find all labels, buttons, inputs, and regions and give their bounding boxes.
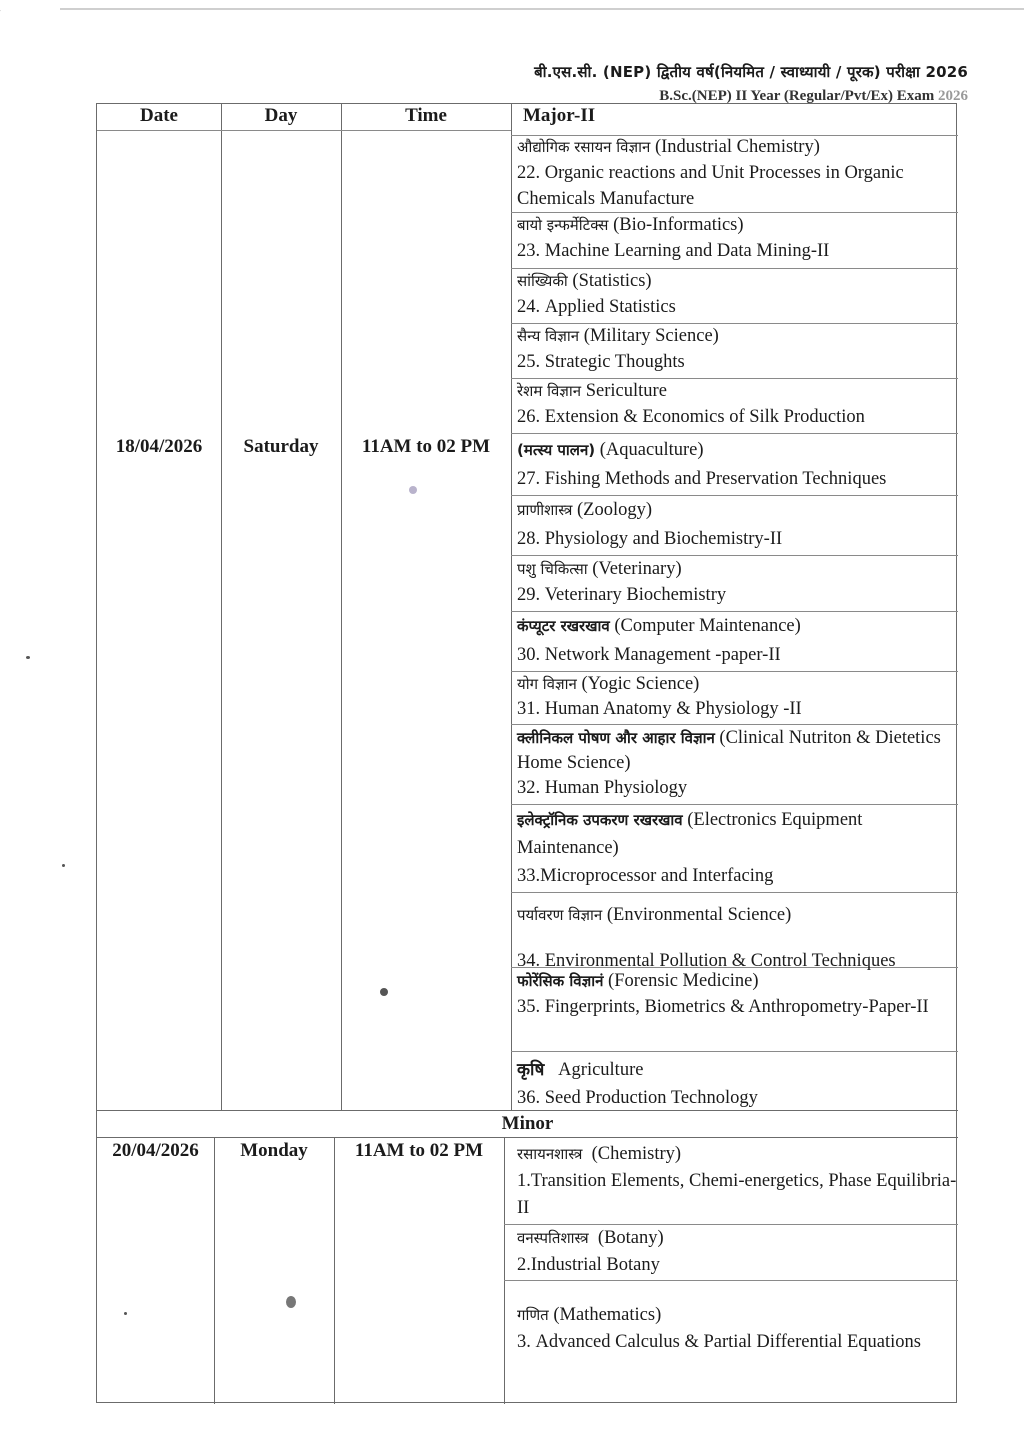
paper-title: 24. Applied Statistics bbox=[517, 297, 676, 317]
subject-hindi: (मत्स्य पालन) bbox=[517, 441, 596, 459]
subject-hindi: क्लीनिकल पोषण और आहार विज्ञान bbox=[517, 729, 715, 747]
subject-hindi: सैन्य विज्ञान bbox=[517, 327, 580, 345]
minor-subject bbox=[517, 1302, 957, 1356]
row-rule bbox=[511, 804, 958, 805]
scan-speck bbox=[26, 656, 30, 659]
subject-hindi: पर्यावरण विज्ञान bbox=[517, 906, 603, 924]
subject-hindi: रेशम विज्ञान bbox=[517, 382, 582, 400]
subject-hindi: रसायनशास्त्र bbox=[517, 1145, 583, 1163]
header-rule bbox=[97, 130, 511, 131]
paper-title: 35. Fingerprints, Biometrics & Anthropometry-Paper-II bbox=[517, 997, 929, 1017]
major-subject bbox=[517, 968, 957, 1020]
major-subject bbox=[517, 268, 957, 320]
row-rule bbox=[511, 724, 958, 725]
minor-rule bbox=[97, 1110, 958, 1111]
subject-english: (Clinical Nutriton & Dietetics Home Science) bbox=[517, 728, 941, 773]
row-rule bbox=[504, 1280, 958, 1281]
scan-speck bbox=[124, 1312, 127, 1315]
major-subject bbox=[517, 323, 957, 375]
major-date: 18/04/2026 bbox=[115, 436, 203, 457]
paper-title: 29. Veterinary Biochemistry bbox=[517, 585, 727, 605]
minor-label: Minor bbox=[501, 1113, 554, 1134]
document-header bbox=[534, 62, 968, 105]
subject-english: (Mathematics) bbox=[553, 1305, 662, 1325]
col-divider bbox=[511, 104, 512, 1110]
subject-english: Agriculture bbox=[558, 1060, 644, 1080]
col-divider bbox=[504, 1137, 505, 1404]
subject-hindi: पशु चिकित्सा bbox=[517, 560, 588, 578]
subject-english: (Military Science) bbox=[583, 326, 719, 346]
exam-schedule-table bbox=[96, 103, 957, 1403]
header-time: Time bbox=[405, 105, 447, 126]
major-subject bbox=[517, 1056, 957, 1112]
english-title-text: B.Sc.(NEP) II Year (Regular/Pvt/Ex) Exam bbox=[659, 88, 935, 104]
paper-title: 33.Microprocessor and Interfacing bbox=[517, 866, 774, 886]
page-edge bbox=[60, 8, 1024, 10]
paper-title: 27. Fishing Methods and Preservation Techniques bbox=[517, 469, 887, 489]
paper-title: 3. Advanced Calculus & Partial Differential Equations bbox=[517, 1332, 921, 1352]
scan-speck bbox=[62, 864, 65, 867]
subject-english: Sericulture bbox=[585, 381, 667, 401]
subject-hindi: फोरेंसिक विज्ञानं bbox=[517, 972, 604, 990]
paper-title: 30. Network Management -paper-II bbox=[517, 645, 781, 665]
paper-title: 32. Human Physiology bbox=[517, 778, 688, 798]
minor-date: 20/04/2026 bbox=[112, 1140, 199, 1161]
subject-english: (Zoology) bbox=[576, 500, 652, 520]
minor-subject bbox=[517, 1141, 957, 1222]
subject-english: (Veterinary) bbox=[592, 559, 682, 579]
row-rule bbox=[511, 1051, 958, 1052]
scan-speck bbox=[380, 988, 388, 996]
subject-hindi: कंप्यूटर रखरखाव bbox=[517, 617, 610, 635]
col-divider bbox=[334, 1137, 335, 1404]
paper-title: 22. Organic reactions and Unit Processes in Organic Chemicals Manufacture bbox=[517, 163, 904, 209]
scan-speck bbox=[409, 486, 417, 494]
subject-english: (Bio-Informatics) bbox=[613, 215, 744, 235]
paper-title: 31. Human Anatomy & Physiology -II bbox=[517, 699, 802, 719]
major-subject bbox=[517, 672, 957, 722]
paper-title: 25. Strategic Thoughts bbox=[517, 352, 685, 372]
col-divider bbox=[214, 1137, 215, 1404]
subject-hindi: प्राणीशास्त्र bbox=[517, 501, 573, 519]
subject-english: (Forensic Medicine) bbox=[608, 971, 759, 991]
major-day: Saturday bbox=[243, 436, 319, 457]
subject-hindi: इलेक्ट्रॉनिक उपकरण रखरखाव bbox=[517, 811, 683, 829]
header-day: Day bbox=[264, 105, 298, 126]
minor-subject bbox=[517, 1225, 957, 1279]
paper-title: 26. Extension & Economics of Silk Production bbox=[517, 407, 865, 427]
subject-hindi: सांख्यिकी bbox=[517, 272, 568, 290]
paper-title: 28. Physiology and Biochemistry-II bbox=[517, 529, 783, 549]
paper-title: 23. Machine Learning and Data Mining-II bbox=[517, 241, 830, 261]
paper-title: 34. Environmental Pollution & Control Techniques bbox=[517, 951, 896, 971]
major-subject bbox=[517, 436, 957, 494]
paper-title: 2.Industrial Botany bbox=[517, 1255, 660, 1275]
minor-rule bbox=[97, 1137, 958, 1138]
subject-english: (Computer Maintenance) bbox=[614, 616, 801, 636]
major-subject bbox=[517, 556, 957, 608]
major-subject bbox=[517, 378, 957, 430]
major-subject bbox=[517, 134, 957, 212]
subject-hindi: औद्योगिक रसायन विज्ञान bbox=[517, 138, 651, 156]
subject-hindi: बायो इन्फर्मेटिक्स bbox=[517, 216, 609, 234]
paper-title: 36. Seed Production Technology bbox=[517, 1088, 758, 1108]
major-subject bbox=[517, 212, 957, 264]
subject-hindi: गणित bbox=[517, 1306, 549, 1324]
major-subject bbox=[517, 496, 957, 554]
header-date: Date bbox=[140, 105, 178, 126]
subject-english: (Chemistry) bbox=[591, 1144, 682, 1164]
subject-english: (Industrial Chemistry) bbox=[654, 137, 820, 157]
subject-english: (Statistics) bbox=[572, 271, 652, 291]
paper-title: 1.Transition Elements, Chemi-energetics, Phase Equilibria-II bbox=[517, 1171, 957, 1218]
english-title-year: 2026 bbox=[938, 88, 968, 104]
major-subject bbox=[517, 726, 957, 801]
subject-hindi: योग विज्ञान bbox=[517, 675, 577, 693]
major-time: 11AM to 02 PM bbox=[361, 436, 491, 457]
subject-english: (Aquaculture) bbox=[599, 440, 704, 460]
major-subject bbox=[517, 806, 957, 890]
minor-time: 11AM to 02 PM bbox=[354, 1140, 484, 1161]
page-curl bbox=[0, 10, 101, 130]
major-subject bbox=[517, 612, 957, 670]
scan-speck bbox=[286, 1296, 296, 1308]
col-divider bbox=[221, 104, 222, 1110]
subject-hindi: कृषि bbox=[517, 1060, 545, 1080]
hindi-title: बी.एस.सी. (NEP) द्वितीय वर्ष(नियमित / स्वाध्यायी / पूरक) परीक्षा 2026 bbox=[534, 63, 968, 81]
header-subject: Major-II bbox=[523, 105, 596, 126]
subject-english: (Yogic Science) bbox=[581, 674, 700, 694]
row-rule bbox=[511, 433, 958, 434]
col-divider bbox=[341, 104, 342, 1110]
subject-english: (Botany) bbox=[597, 1228, 664, 1248]
subject-english: (Environmental Science) bbox=[606, 905, 792, 925]
minor-day: Monday bbox=[240, 1140, 308, 1161]
subject-hindi: वनस्पतिशास्त्र bbox=[517, 1229, 589, 1247]
subject-english: (Electronics Equipment Maintenance) bbox=[517, 810, 863, 858]
